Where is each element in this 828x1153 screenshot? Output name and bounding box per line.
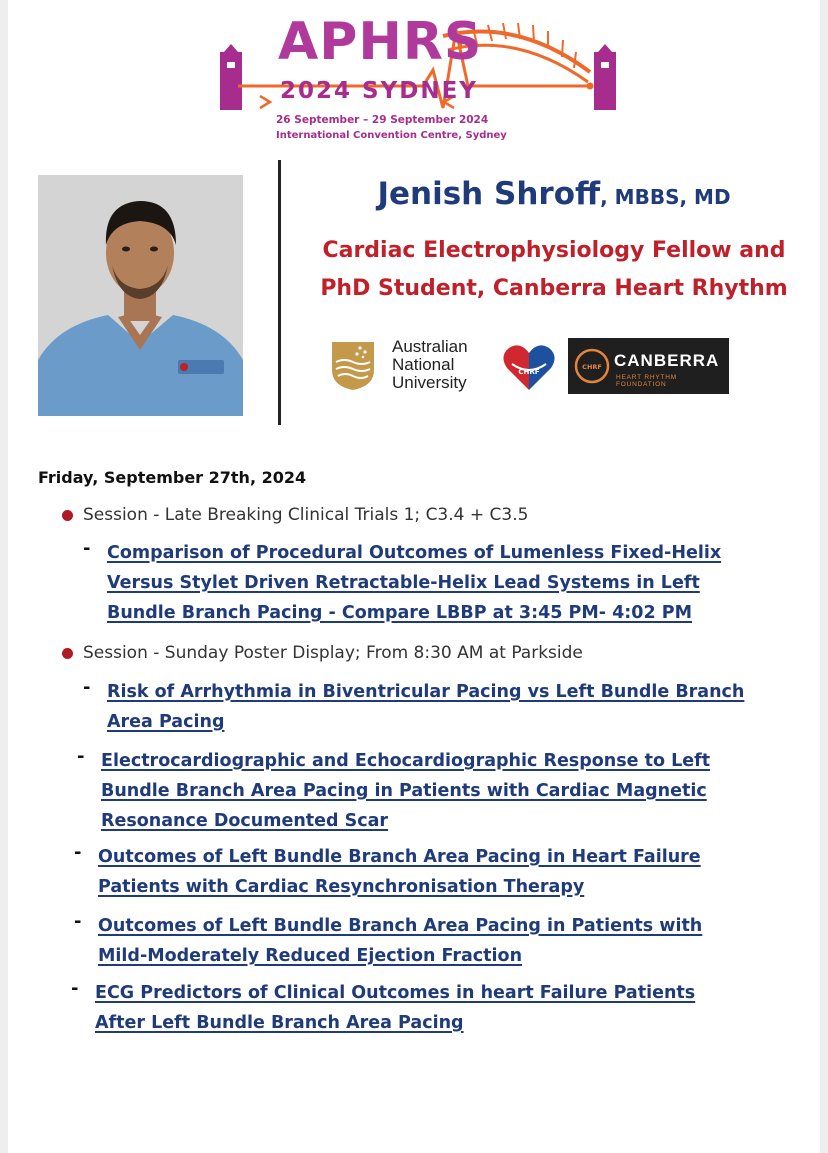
talk-line[interactable]: Risk of Arrhythmia in Biventricular Pacing vs Left Bundle Branch <box>107 682 745 702</box>
flyer-page <box>8 0 820 1153</box>
talk-line[interactable]: Bundle Branch Area Pacing in Patients with Cardiac Magnetic <box>101 781 707 801</box>
dash-marker: - <box>83 538 91 559</box>
speaker-name-line <box>298 176 810 212</box>
talk-line[interactable]: Electrocardiographic and Echocardiographic Response to Left <box>101 751 711 771</box>
talk-line[interactable]: Area Pacing <box>107 712 225 732</box>
logo-wordmark: APHRS <box>278 12 483 72</box>
dash-marker: - <box>77 746 85 767</box>
dash-marker: - <box>74 911 82 932</box>
logo-year-city: 2024 SYDNEY <box>280 78 478 104</box>
session-1-label: Session - Late Breaking Clinical Trials 1; C3.4 + C3.5 <box>83 505 529 525</box>
speaker-credentials: , MBBS, MD <box>600 185 731 209</box>
talk-link[interactable] <box>95 978 695 1038</box>
anu-line-3: University <box>392 373 467 392</box>
aphrs-logo <box>218 10 628 150</box>
canberra-subtitle: HEART RHYTHM FOUNDATION <box>616 374 678 388</box>
dash-marker: - <box>83 677 91 698</box>
talk-link[interactable] <box>98 842 701 902</box>
session-2 <box>62 643 583 663</box>
logo-dates: 26 September – 29 September 2024 <box>276 114 489 126</box>
speaker-photo <box>38 175 243 416</box>
talk-line[interactable]: Outcomes of Left Bundle Branch Area Pacing in Heart Failure <box>98 847 701 867</box>
talk-line[interactable]: ECG Predictors of Clinical Outcomes in heart Failure Patients <box>95 983 696 1003</box>
svg-text:CHRF: CHRF <box>582 363 602 371</box>
talk-link[interactable] <box>98 911 702 971</box>
dash-marker: - <box>74 842 82 863</box>
dash-marker: - <box>71 978 79 999</box>
talk-link[interactable] <box>107 538 721 628</box>
speaker-role <box>298 232 810 308</box>
talk-line[interactable]: Mild-Moderately Reduced Ejection Fraction <box>98 946 523 966</box>
chrf-badge-text: CHRF <box>518 368 540 376</box>
schedule-date: Friday, September 27th, 2024 <box>38 468 307 487</box>
bullet-icon <box>62 510 73 521</box>
speaker-role-line-2: PhD Student, Canberra Heart Rhythm <box>320 276 788 301</box>
chrf-heart-icon <box>502 342 556 392</box>
chrf-ring-icon <box>574 346 610 386</box>
speaker-role-line-1: Cardiac Electrophysiology Fellow and <box>322 238 786 263</box>
talk-line[interactable]: Outcomes of Left Bundle Branch Area Pacing in Patients with <box>98 916 703 936</box>
anu-wordmark <box>392 338 468 392</box>
talk-line[interactable]: Versus Stylet Driven Retractable-Helix Lead Systems in Left <box>107 573 700 593</box>
talk-line[interactable]: After Left Bundle Branch Area Pacing <box>95 1013 464 1033</box>
anu-line-1: Australian <box>392 337 468 356</box>
session-1 <box>62 505 528 525</box>
talk-line[interactable]: Bundle Branch Pacing - Compare LBBP at 3:45 PM- 4:02 PM <box>107 603 692 623</box>
canberra-hrf-logo <box>568 338 729 394</box>
talk-link[interactable] <box>101 746 710 836</box>
divider-line <box>278 160 281 425</box>
talk-line[interactable]: Comparison of Procedural Outcomes of Lumenless Fixed-Helix <box>107 543 722 563</box>
anu-line-2: National <box>392 355 455 374</box>
talk-link[interactable] <box>107 677 744 737</box>
logo-venue: International Convention Centre, Sydney <box>276 130 507 141</box>
bullet-icon <box>62 648 73 659</box>
canberra-title: CANBERRA <box>614 351 720 370</box>
anu-crest-icon <box>330 340 376 392</box>
speaker-name: Jenish Shroff <box>377 176 601 212</box>
session-2-label: Session - Sunday Poster Display; From 8:30 AM at Parkside <box>83 643 583 663</box>
talk-line[interactable]: Patients with Cardiac Resynchronisation Therapy <box>98 877 585 897</box>
talk-line[interactable]: Resonance Documented Scar <box>101 811 389 831</box>
